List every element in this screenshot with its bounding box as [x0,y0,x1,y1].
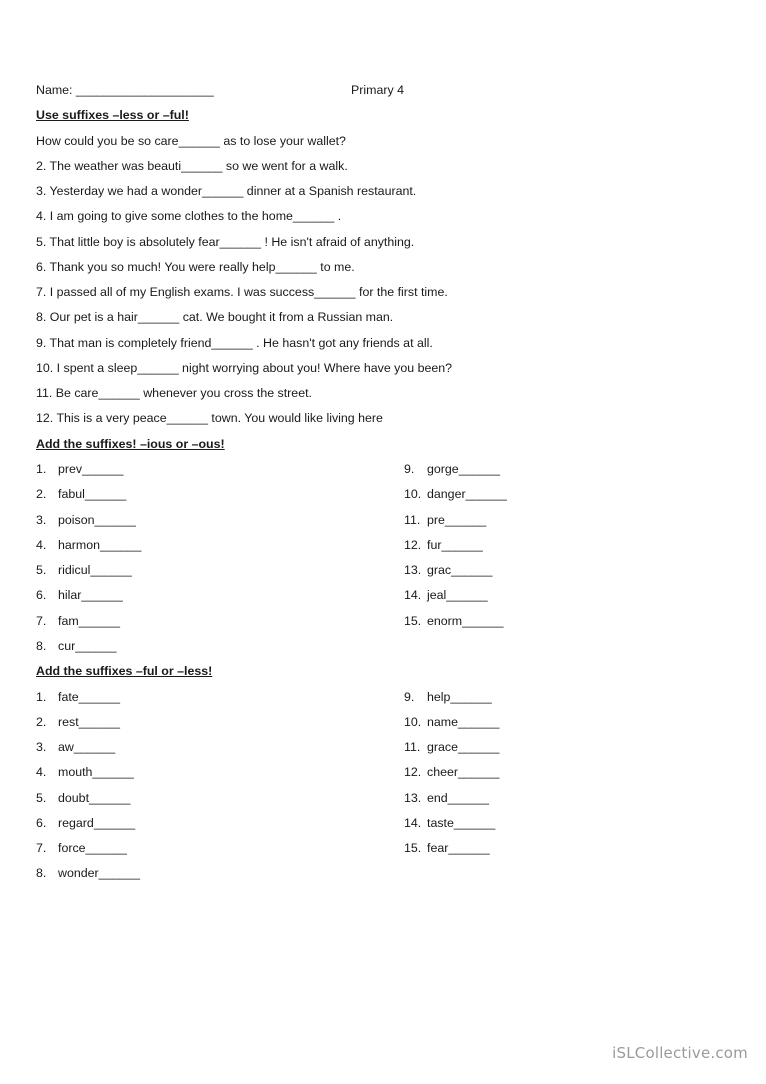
s3-item-word: grace______ [427,740,500,754]
section2-title: Add the suffixes! –ious or –ous! [36,437,225,451]
s3-item-number: 3. [36,740,47,754]
s2-item-number: 13. [404,563,422,577]
s3-item-number: 12. [404,765,422,779]
sentence-7: 7. I passed all of my English exams. I was success______ for the first time. [36,285,448,299]
sentence-5: 5. That little boy is absolutely fear______ ! He isn't afraid of anything. [36,235,415,249]
s3-item-word: fear______ [427,841,490,855]
s3-item-number: 13. [404,791,422,805]
s2-item-word: harmon______ [58,538,142,552]
s3-item-word: help______ [427,690,492,704]
s2-item-word: gorge______ [427,462,501,476]
s3-item-word: taste______ [427,816,496,830]
s3-item-word: aw______ [58,740,116,754]
s3-item-number: 11. [404,740,421,754]
s3-item-word: end______ [427,791,490,805]
sentence-1: How could you be so care______ as to lose your wallet? [36,134,346,148]
sentence-11: 11. Be care______ whenever you cross the street. [36,386,312,400]
sentence-3: 3. Yesterday we had a wonder______ dinner at a Spanish restaurant. [36,184,417,198]
s3-item-number: 7. [36,841,47,855]
s3-item-word: force______ [58,841,127,855]
s3-item-number: 14. [404,816,422,830]
name-field-label: Name: ____________________ [36,83,214,97]
s2-item-number: 5. [36,563,47,577]
section3-title: Add the suffixes –ful or –less! [36,664,213,678]
s3-item-number: 1. [36,690,47,704]
sentence-9: 9. That man is completely friend______ . He hasn't got any friends at all. [36,336,433,350]
sentence-8: 8. Our pet is a hair______ cat. We bought it from a Russian man. [36,310,394,324]
s2-item-number: 12. [404,538,422,552]
s2-item-number: 6. [36,588,47,602]
s3-item-word: doubt______ [58,791,131,805]
sentence-2: 2. The weather was beauti______ so we went for a walk. [36,159,348,173]
s3-item-word: rest______ [58,715,121,729]
sentence-12: 12. This is a very peace______ town. You would like living here [36,411,383,425]
site-watermark: iSLCollective.com [612,1044,748,1062]
s2-item-number: 9. [404,462,415,476]
s2-item-word: hilar______ [58,588,123,602]
s3-item-word: cheer______ [427,765,500,779]
s2-item-number: 8. [36,639,47,653]
s3-item-number: 5. [36,791,47,805]
s2-item-word: grac______ [427,563,493,577]
s2-item-word: cur______ [58,639,117,653]
s3-item-number: 6. [36,816,47,830]
s2-item-word: ridicul______ [58,563,132,577]
s2-item-number: 7. [36,614,47,628]
s3-item-word: name______ [427,715,500,729]
s2-item-word: danger______ [427,487,507,501]
s3-item-number: 10. [404,715,422,729]
s2-item-number: 10. [404,487,422,501]
s3-item-number: 2. [36,715,47,729]
sentence-6: 6. Thank you so much! You were really help______ to me. [36,260,355,274]
sentence-10: 10. I spent a sleep______ night worrying about you! Where have you been? [36,361,453,375]
s2-item-number: 15. [404,614,422,628]
s3-item-number: 15. [404,841,422,855]
class-level-label: Primary 4 [351,83,405,97]
s2-item-number: 14. [404,588,422,602]
s2-item-number: 11. [404,513,421,527]
s2-item-number: 2. [36,487,47,501]
sentence-4: 4. I am going to give some clothes to the home______ . [36,209,342,223]
s3-item-number: 4. [36,765,47,779]
s2-item-word: fam______ [58,614,121,628]
s2-item-number: 4. [36,538,47,552]
s2-item-word: poison______ [58,513,136,527]
s2-item-word: prev______ [58,462,124,476]
s3-item-word: mouth______ [58,765,134,779]
s3-item-word: regard______ [58,816,136,830]
s2-item-word: fabul______ [58,487,127,501]
s2-item-word: jeal______ [427,588,488,602]
s2-item-number: 3. [36,513,47,527]
s3-item-word: wonder______ [58,866,140,880]
s3-item-number: 9. [404,690,415,704]
s3-item-number: 8. [36,866,47,880]
s2-item-word: pre______ [427,513,487,527]
s3-item-word: fate______ [58,690,121,704]
section1-title: Use suffixes –less or –ful! [36,108,189,122]
s2-item-number: 1. [36,462,47,476]
s2-item-word: enorm______ [427,614,504,628]
s2-item-word: fur______ [427,538,483,552]
